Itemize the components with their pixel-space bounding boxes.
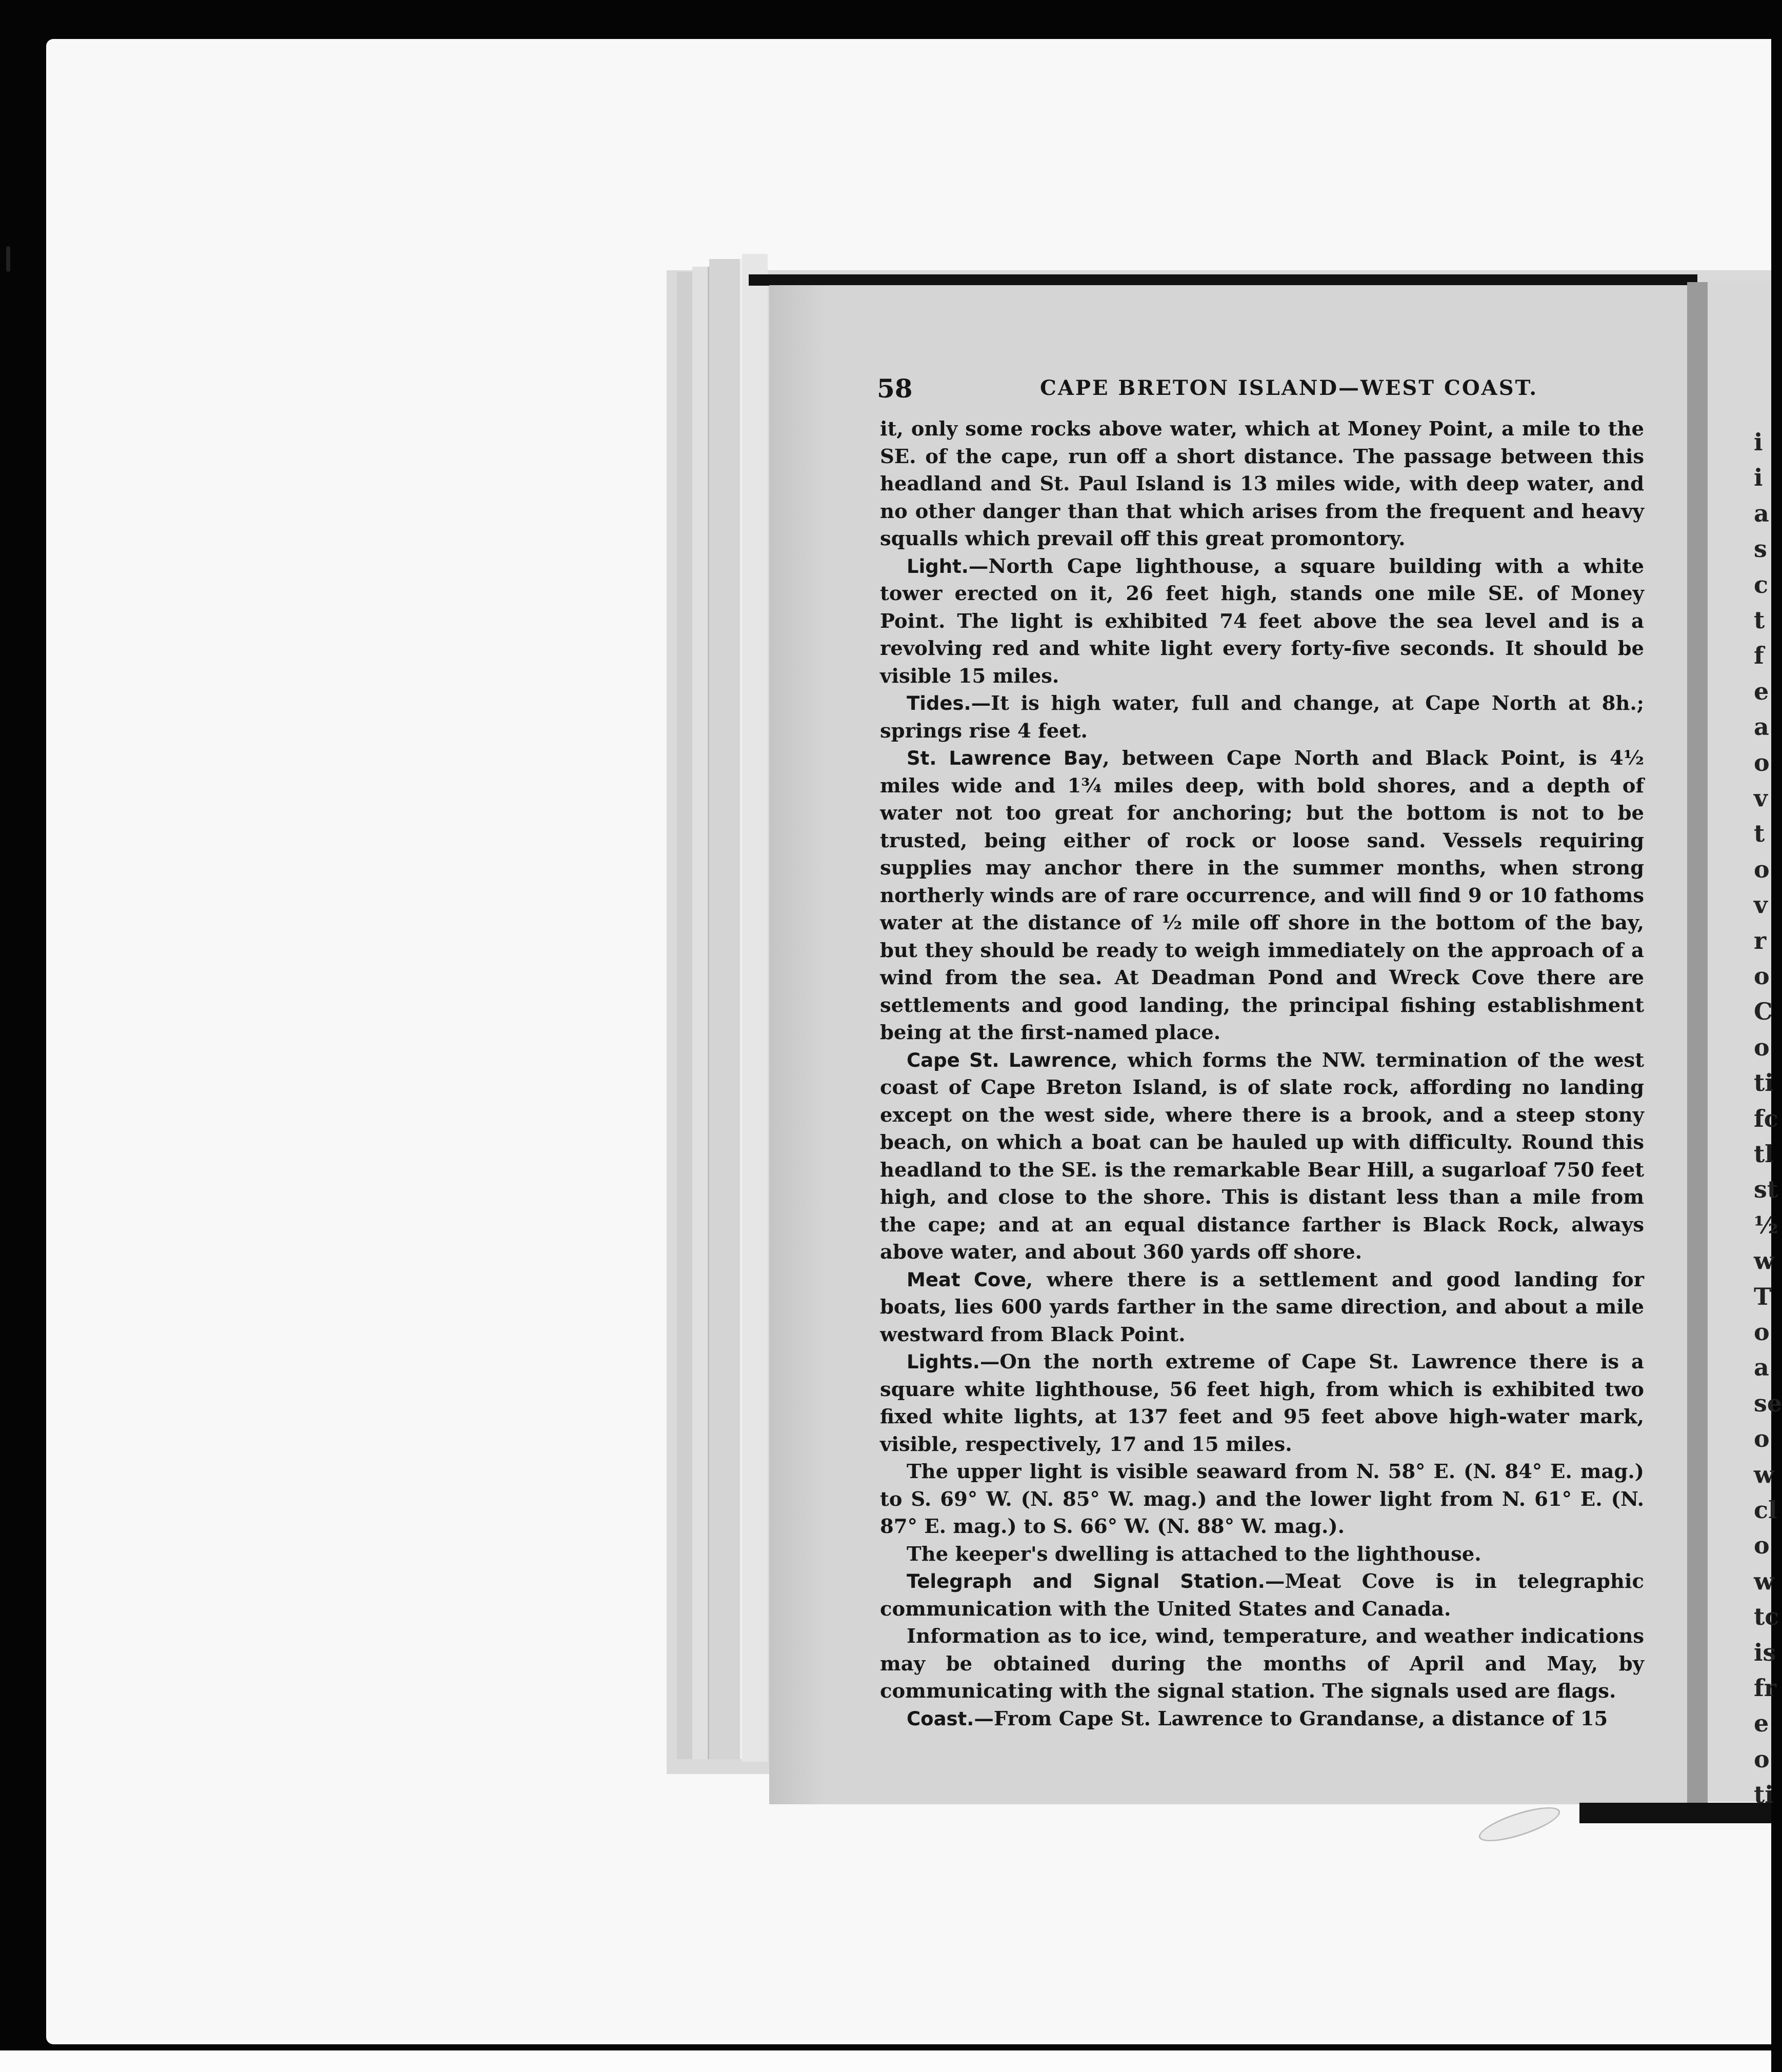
- facing-page-fragment: t: [1754, 820, 1765, 848]
- paragraph-heading: Meat Cove: [907, 1268, 1026, 1291]
- facing-page-fragment: is: [1754, 1638, 1776, 1666]
- page-body: [880, 415, 1644, 1732]
- facing-page-fragment: cl: [1754, 1496, 1777, 1524]
- paragraph-text: —From Cape St. Lawrence to Grandanse, a distance of 15: [974, 1707, 1608, 1730]
- paragraph: [880, 1458, 1644, 1541]
- paragraph-heading: Cape St. Lawrence: [907, 1049, 1111, 1071]
- paragraph-text: it, only some rocks above water, which at Money Point, a mile to the SE. of the cape, run off a short distance. The passage between this headland and St. Paul Island is 13 miles wide, with deep water, and no other danger than that which arises from the frequent and heavy squalls which prevail off this great promontory.: [880, 417, 1644, 550]
- facing-page-fragment: c: [1754, 570, 1769, 599]
- facing-page-fragment: o: [1754, 1425, 1770, 1453]
- paragraph-text: —Meat Cove is in telegraphic communication with the United States and Canada.: [880, 1570, 1644, 1621]
- page-edge: [709, 259, 742, 1759]
- facing-page-fragment: o: [1754, 748, 1770, 776]
- facing-page-fragment: ti: [1754, 1781, 1774, 1809]
- facing-page-fragment: v: [1754, 784, 1768, 812]
- facing-page-fragment: o: [1754, 1531, 1770, 1560]
- paragraph: [880, 1047, 1644, 1266]
- facing-page-fragment: i: [1754, 428, 1763, 456]
- paragraph: [880, 690, 1644, 745]
- facing-page-fragment: o: [1754, 1318, 1770, 1346]
- facing-page-fragment: fr: [1754, 1674, 1777, 1702]
- facing-page-fragment: w: [1754, 1567, 1774, 1595]
- paragraph-heading: Tides.: [907, 692, 971, 714]
- paragraph-heading: Light.: [907, 555, 969, 577]
- facing-page-fragment: C: [1754, 998, 1773, 1026]
- facing-page-fragment: tl: [1754, 1140, 1774, 1168]
- facing-page-fragment: f: [1754, 642, 1764, 670]
- facing-page-fragment: a: [1754, 1353, 1769, 1382]
- paragraph: [880, 1266, 1644, 1349]
- paragraph-text: —On the north extreme of Cape St. Lawrence there is a square white lighthouse, 56 feet high, from which is exhibited two fixed white lights, at 137 feet and 95 feet above high-water mark, visible, respectively, 17 and 15 miles.: [880, 1350, 1644, 1456]
- paragraph-heading: Telegraph and Signal Station.: [907, 1570, 1265, 1592]
- facing-page-fragment: T: [1754, 1282, 1772, 1310]
- facing-page-fragment: tc: [1754, 1603, 1779, 1631]
- paragraph-text: , between Cape North and Black Point, is 4½ miles wide and 1¾ miles deep, with bold shores, and a depth of water not too great for anchoring; but the bottom is not to be trusted, being either of rock or loose sand. Vessels requiring supplies may anchor there in the summer months, when strong northerly winds are of rare occurrence, and will find 9 or 10 fathoms water at the distance of ½ mile off shore in the bottom of the bay, but they should be ready to weigh immediately on the approach of a wind from the sea. At Deadman Pond and Wreck Cove there are settlements and good landing, the principal fishing establishment being at the first-named place.: [880, 747, 1644, 1044]
- facing-page-fragment: s: [1754, 535, 1767, 563]
- facing-page-fragment: o: [1754, 962, 1770, 990]
- paragraph: [880, 1568, 1644, 1623]
- facing-page-fragment: st: [1754, 1176, 1778, 1204]
- running-head: CAPE BRETON ISLAND—WEST COAST.: [1040, 376, 1538, 400]
- facing-page-fragment: o: [1754, 855, 1770, 883]
- paragraph-text: , which forms the NW. termination of the west coast of Cape Breton Island, is of slate rock, affording no landing except on the west side, where there is a brook, and a steep stony beach, on which a boat can be hauled up with difficulty. Round this headland to the SE. is the remarkable Bear Hill, a sugarloaf 750 feet high, and close to the shore. This is distant less than a mile from the cape; and at an equal distance farther is Black Rock, always above water, and about 360 yards off shore.: [880, 1048, 1645, 1264]
- paragraph-text: The keeper's dwelling is attached to the lighthouse.: [907, 1542, 1481, 1566]
- paragraph: [880, 1348, 1644, 1458]
- facing-page-fragment: e: [1754, 1709, 1769, 1738]
- facing-page-fragment: o: [1754, 1745, 1770, 1773]
- paragraph: [880, 415, 1644, 553]
- facing-page-fragment: se: [1754, 1389, 1782, 1417]
- facing-page-fragment: w: [1754, 1460, 1774, 1488]
- paragraph-text: —North Cape lighthouse, a square building with a white tower erected on it, 26 feet high, stands one mile SE. of Money Point. The light is exhibited 74 feet above the sea level and is a revolving red and white light every forty-five seconds. It should be visible 15 miles.: [880, 554, 1644, 688]
- paragraph-text: —It is high water, full and change, at Cape North at 8h.; springs rise 4 feet.: [880, 692, 1644, 743]
- facing-page-fragment: a: [1754, 499, 1769, 527]
- facing-page-fragment: ½: [1754, 1211, 1778, 1239]
- paragraph: [880, 745, 1644, 1047]
- page-gutter: [769, 285, 826, 1804]
- book-spine-gap: [1687, 282, 1708, 1810]
- facing-page-fragment: t: [1754, 606, 1765, 634]
- facing-page-fragment: v: [1754, 891, 1768, 919]
- binding-shadow: [749, 274, 1697, 286]
- paragraph: [880, 1541, 1644, 1568]
- paragraph-heading: St. Lawrence Bay: [907, 747, 1103, 769]
- facing-page-fragment: a: [1754, 713, 1769, 741]
- paragraph: [880, 1623, 1644, 1705]
- facing-page-edge: [1579, 1803, 1771, 1823]
- facing-page-fragment: r: [1754, 926, 1767, 954]
- facing-page-fragment: ti: [1754, 1069, 1774, 1097]
- facing-page-fragment: i: [1754, 464, 1763, 492]
- facing-page-fragment: e: [1754, 677, 1769, 705]
- paragraph: [880, 553, 1644, 690]
- film-edge-mark: [6, 246, 10, 272]
- paragraph-text: The upper light is visible seaward from N. 58° E. (N. 84° E. mag.) to S. 69° W. (N. 85° W. mag.) and the lower light from N. 61° E. (N. 87° E. mag.) to S. 66° W. (N. 88° W. mag.).: [880, 1460, 1644, 1538]
- page-edge: [692, 267, 709, 1759]
- page-number: 58: [877, 373, 913, 404]
- facing-page-fragment: o: [1754, 1033, 1770, 1061]
- facing-page-fragment: w: [1754, 1247, 1774, 1275]
- page-edge: [677, 272, 694, 1759]
- facing-page-fragment: fc: [1754, 1104, 1778, 1132]
- paragraph-heading: Coast.: [907, 1707, 974, 1730]
- paragraph-text: , where there is a settlement and good landing for boats, lies 600 yards farther in the same direction, and about a mile westward from Black Point.: [880, 1268, 1644, 1346]
- paragraph: [880, 1705, 1644, 1733]
- microfilm-bottom-strip: [0, 2050, 1771, 2072]
- paragraph-heading: Lights.: [907, 1351, 980, 1373]
- page-edge: [742, 254, 768, 1762]
- paragraph-text: Information as to ice, wind, temperature, and weather indications may be obtained during the months of April and May, by communicating with the signal station. The signals used are flags.: [880, 1625, 1644, 1703]
